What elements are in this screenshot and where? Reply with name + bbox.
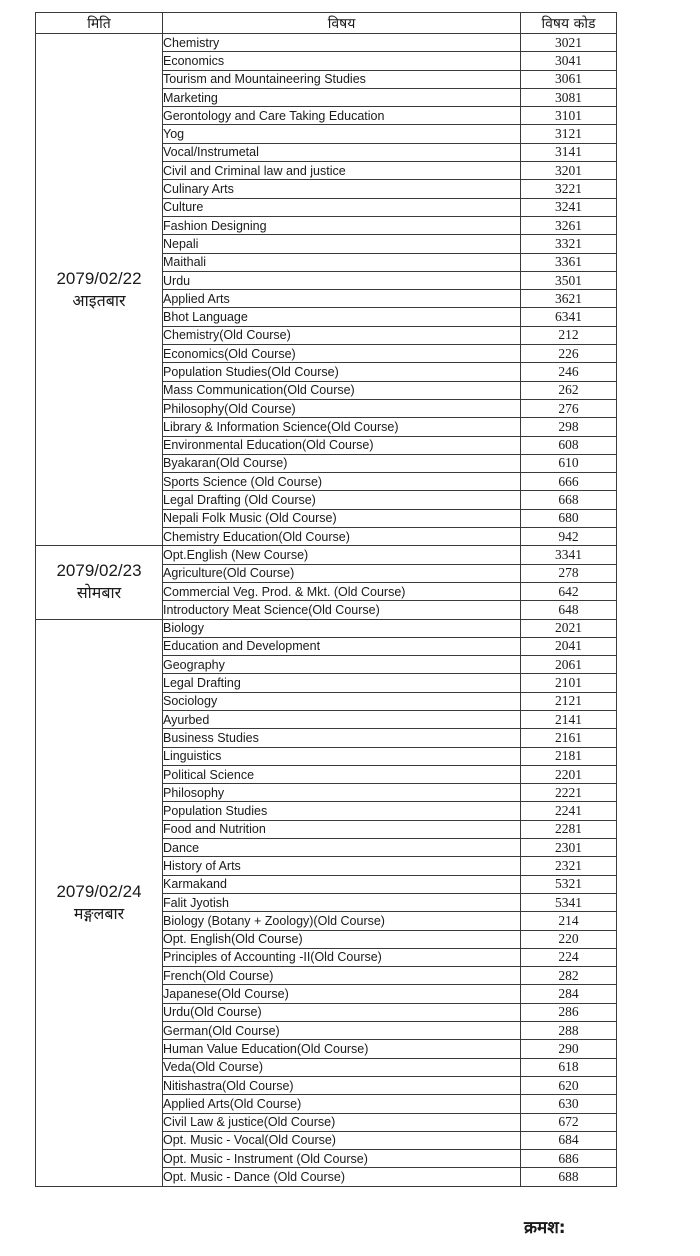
subject-code-cell: 298	[521, 418, 617, 436]
subject-code-cell: 2161	[521, 729, 617, 747]
subject-code-cell: 680	[521, 509, 617, 527]
subject-code-cell: 2061	[521, 656, 617, 674]
subject-cell: French(Old Course)	[163, 967, 521, 985]
date-cell	[36, 619, 163, 1186]
subject-cell: Ayurbed	[163, 710, 521, 728]
table-row	[36, 34, 617, 52]
subject-cell: History of Arts	[163, 857, 521, 875]
subject-cell: Dance	[163, 839, 521, 857]
subject-cell: Library & Information Science(Old Course)	[163, 418, 521, 436]
subject-cell: Philosophy(Old Course)	[163, 399, 521, 417]
subject-code-cell: 3081	[521, 88, 617, 106]
date-cell	[36, 546, 163, 619]
subject-code-cell: 668	[521, 491, 617, 509]
subject-code-cell: 278	[521, 564, 617, 582]
subject-cell: Chemistry	[163, 34, 521, 52]
subject-code-cell: 686	[521, 1150, 617, 1168]
subject-code-cell: 288	[521, 1022, 617, 1040]
subject-code-cell: 684	[521, 1131, 617, 1149]
subject-cell: Applied Arts(Old Course)	[163, 1095, 521, 1113]
subject-cell: Opt. English(Old Course)	[163, 930, 521, 948]
subject-code-cell: 276	[521, 399, 617, 417]
subject-cell: Maithali	[163, 253, 521, 271]
subject-code-cell: 630	[521, 1095, 617, 1113]
subject-code-cell: 5341	[521, 893, 617, 911]
exam-date: 2079/02/24	[56, 881, 142, 901]
subject-cell: Nepali Folk Music (Old Course)	[163, 509, 521, 527]
header-row	[36, 13, 617, 34]
exam-date: 2079/02/23	[56, 561, 142, 581]
subject-cell: Gerontology and Care Taking Education	[163, 107, 521, 125]
exam-weekday: मङ्गलबार	[73, 903, 125, 923]
subject-code-cell: 290	[521, 1040, 617, 1058]
subject-cell: Legal Drafting (Old Course)	[163, 491, 521, 509]
subject-cell: Nitishastra(Old Course)	[163, 1076, 521, 1094]
subject-code-cell: 618	[521, 1058, 617, 1076]
subject-cell: Opt. Music - Dance (Old Course)	[163, 1168, 521, 1186]
subject-code-cell: 648	[521, 601, 617, 619]
subject-code-cell: 2021	[521, 619, 617, 637]
subject-cell: Legal Drafting	[163, 674, 521, 692]
subject-code-cell: 5321	[521, 875, 617, 893]
subject-code-cell: 3341	[521, 546, 617, 564]
subject-cell: Veda(Old Course)	[163, 1058, 521, 1076]
subject-cell: Falit Jyotish	[163, 893, 521, 911]
subject-code-cell: 282	[521, 967, 617, 985]
subject-code-cell: 2101	[521, 674, 617, 692]
subject-code-cell: 3501	[521, 271, 617, 289]
subject-code-cell: 2281	[521, 820, 617, 838]
subject-cell: Business Studies	[163, 729, 521, 747]
subject-cell: Vocal/Instrumetal	[163, 143, 521, 161]
subject-code-cell: 3121	[521, 125, 617, 143]
subject-code-cell: 608	[521, 436, 617, 454]
subject-cell: Mass Communication(Old Course)	[163, 381, 521, 399]
subject-cell: Economics	[163, 52, 521, 70]
exam-date: 2079/02/22	[56, 268, 142, 288]
subject-code-cell: 3201	[521, 162, 617, 180]
subject-code-cell: 610	[521, 454, 617, 472]
subject-code-cell: 212	[521, 326, 617, 344]
subject-code-cell: 688	[521, 1168, 617, 1186]
subject-code-cell: 2241	[521, 802, 617, 820]
subject-cell: Chemistry Education(Old Course)	[163, 528, 521, 546]
subject-code-cell: 3101	[521, 107, 617, 125]
subject-code-cell: 6341	[521, 308, 617, 326]
subject-cell: Tourism and Mountaineering Studies	[163, 70, 521, 88]
subject-cell: Introductory Meat Science(Old Course)	[163, 601, 521, 619]
subject-cell: German(Old Course)	[163, 1022, 521, 1040]
subject-code-cell: 2121	[521, 692, 617, 710]
subject-cell: Karmakand	[163, 875, 521, 893]
subject-code-cell: 262	[521, 381, 617, 399]
subject-cell: Linguistics	[163, 747, 521, 765]
subject-cell: Byakaran(Old Course)	[163, 454, 521, 472]
subject-code-cell: 3261	[521, 216, 617, 234]
subject-code-cell: 2141	[521, 710, 617, 728]
subject-code-cell: 226	[521, 345, 617, 363]
subject-cell: Population Studies	[163, 802, 521, 820]
subject-code-cell: 2301	[521, 839, 617, 857]
subject-code-cell: 3221	[521, 180, 617, 198]
subject-cell: Urdu	[163, 271, 521, 289]
subject-cell: Yog	[163, 125, 521, 143]
subject-cell: Biology	[163, 619, 521, 637]
subject-code-cell: 666	[521, 473, 617, 491]
subject-cell: Environmental Education(Old Course)	[163, 436, 521, 454]
header-subject: विषय	[163, 13, 521, 34]
subject-cell: Applied Arts	[163, 290, 521, 308]
subject-cell: Food and Nutrition	[163, 820, 521, 838]
header-date: मिति	[36, 13, 163, 34]
continued-label: क्रमश:	[524, 1218, 566, 1238]
subject-cell: Sports Science (Old Course)	[163, 473, 521, 491]
subject-cell: Principles of Accounting -II(Old Course)	[163, 948, 521, 966]
subject-code-cell: 620	[521, 1076, 617, 1094]
subject-code-cell: 2181	[521, 747, 617, 765]
subject-code-cell: 3021	[521, 34, 617, 52]
subject-code-cell: 3361	[521, 253, 617, 271]
subject-cell: Education and Development	[163, 637, 521, 655]
subject-cell: Opt.English (New Course)	[163, 546, 521, 564]
schedule-body	[36, 34, 617, 1187]
subject-cell: Culture	[163, 198, 521, 216]
subject-cell: Fashion Designing	[163, 216, 521, 234]
subject-cell: Political Science	[163, 765, 521, 783]
date-cell	[36, 34, 163, 546]
exam-weekday: सोमबार	[76, 583, 122, 603]
subject-code-cell: 3141	[521, 143, 617, 161]
subject-cell: Philosophy	[163, 784, 521, 802]
subject-cell: Biology (Botany + Zoology)(Old Course)	[163, 912, 521, 930]
subject-cell: Economics(Old Course)	[163, 345, 521, 363]
subject-code-cell: 286	[521, 1003, 617, 1021]
subject-cell: Population Studies(Old Course)	[163, 363, 521, 381]
subject-cell: Culinary Arts	[163, 180, 521, 198]
subject-cell: Marketing	[163, 88, 521, 106]
subject-cell: Sociology	[163, 692, 521, 710]
subject-code-cell: 284	[521, 985, 617, 1003]
subject-code-cell: 3041	[521, 52, 617, 70]
subject-cell: Opt. Music - Vocal(Old Course)	[163, 1131, 521, 1149]
subject-code-cell: 642	[521, 582, 617, 600]
subject-code-cell: 2041	[521, 637, 617, 655]
subject-cell: Agriculture(Old Course)	[163, 564, 521, 582]
exam-weekday: आइतबार	[72, 290, 126, 310]
subject-code-cell: 942	[521, 528, 617, 546]
subject-code-cell: 2321	[521, 857, 617, 875]
subject-cell: Japanese(Old Course)	[163, 985, 521, 1003]
subject-code-cell: 3061	[521, 70, 617, 88]
subject-cell: Commercial Veg. Prod. & Mkt. (Old Course)	[163, 582, 521, 600]
subject-cell: Human Value Education(Old Course)	[163, 1040, 521, 1058]
subject-code-cell: 214	[521, 912, 617, 930]
subject-code-cell: 2221	[521, 784, 617, 802]
subject-cell: Opt. Music - Instrument (Old Course)	[163, 1150, 521, 1168]
subject-cell: Nepali	[163, 235, 521, 253]
subject-code-cell: 672	[521, 1113, 617, 1131]
table-row	[36, 619, 617, 637]
table-row	[36, 546, 617, 564]
subject-code-cell: 224	[521, 948, 617, 966]
subject-code-cell: 3621	[521, 290, 617, 308]
subject-cell: Civil and Criminal law and justice	[163, 162, 521, 180]
subject-code-cell: 3321	[521, 235, 617, 253]
subject-cell: Bhot Language	[163, 308, 521, 326]
subject-code-cell: 220	[521, 930, 617, 948]
subject-cell: Civil Law & justice(Old Course)	[163, 1113, 521, 1131]
subject-cell: Geography	[163, 656, 521, 674]
subject-code-cell: 3241	[521, 198, 617, 216]
subject-code-cell: 246	[521, 363, 617, 381]
subject-code-cell: 2201	[521, 765, 617, 783]
subject-cell: Chemistry(Old Course)	[163, 326, 521, 344]
header-code: विषय कोड	[521, 13, 617, 34]
exam-schedule-table	[35, 12, 617, 1187]
subject-cell: Urdu(Old Course)	[163, 1003, 521, 1021]
